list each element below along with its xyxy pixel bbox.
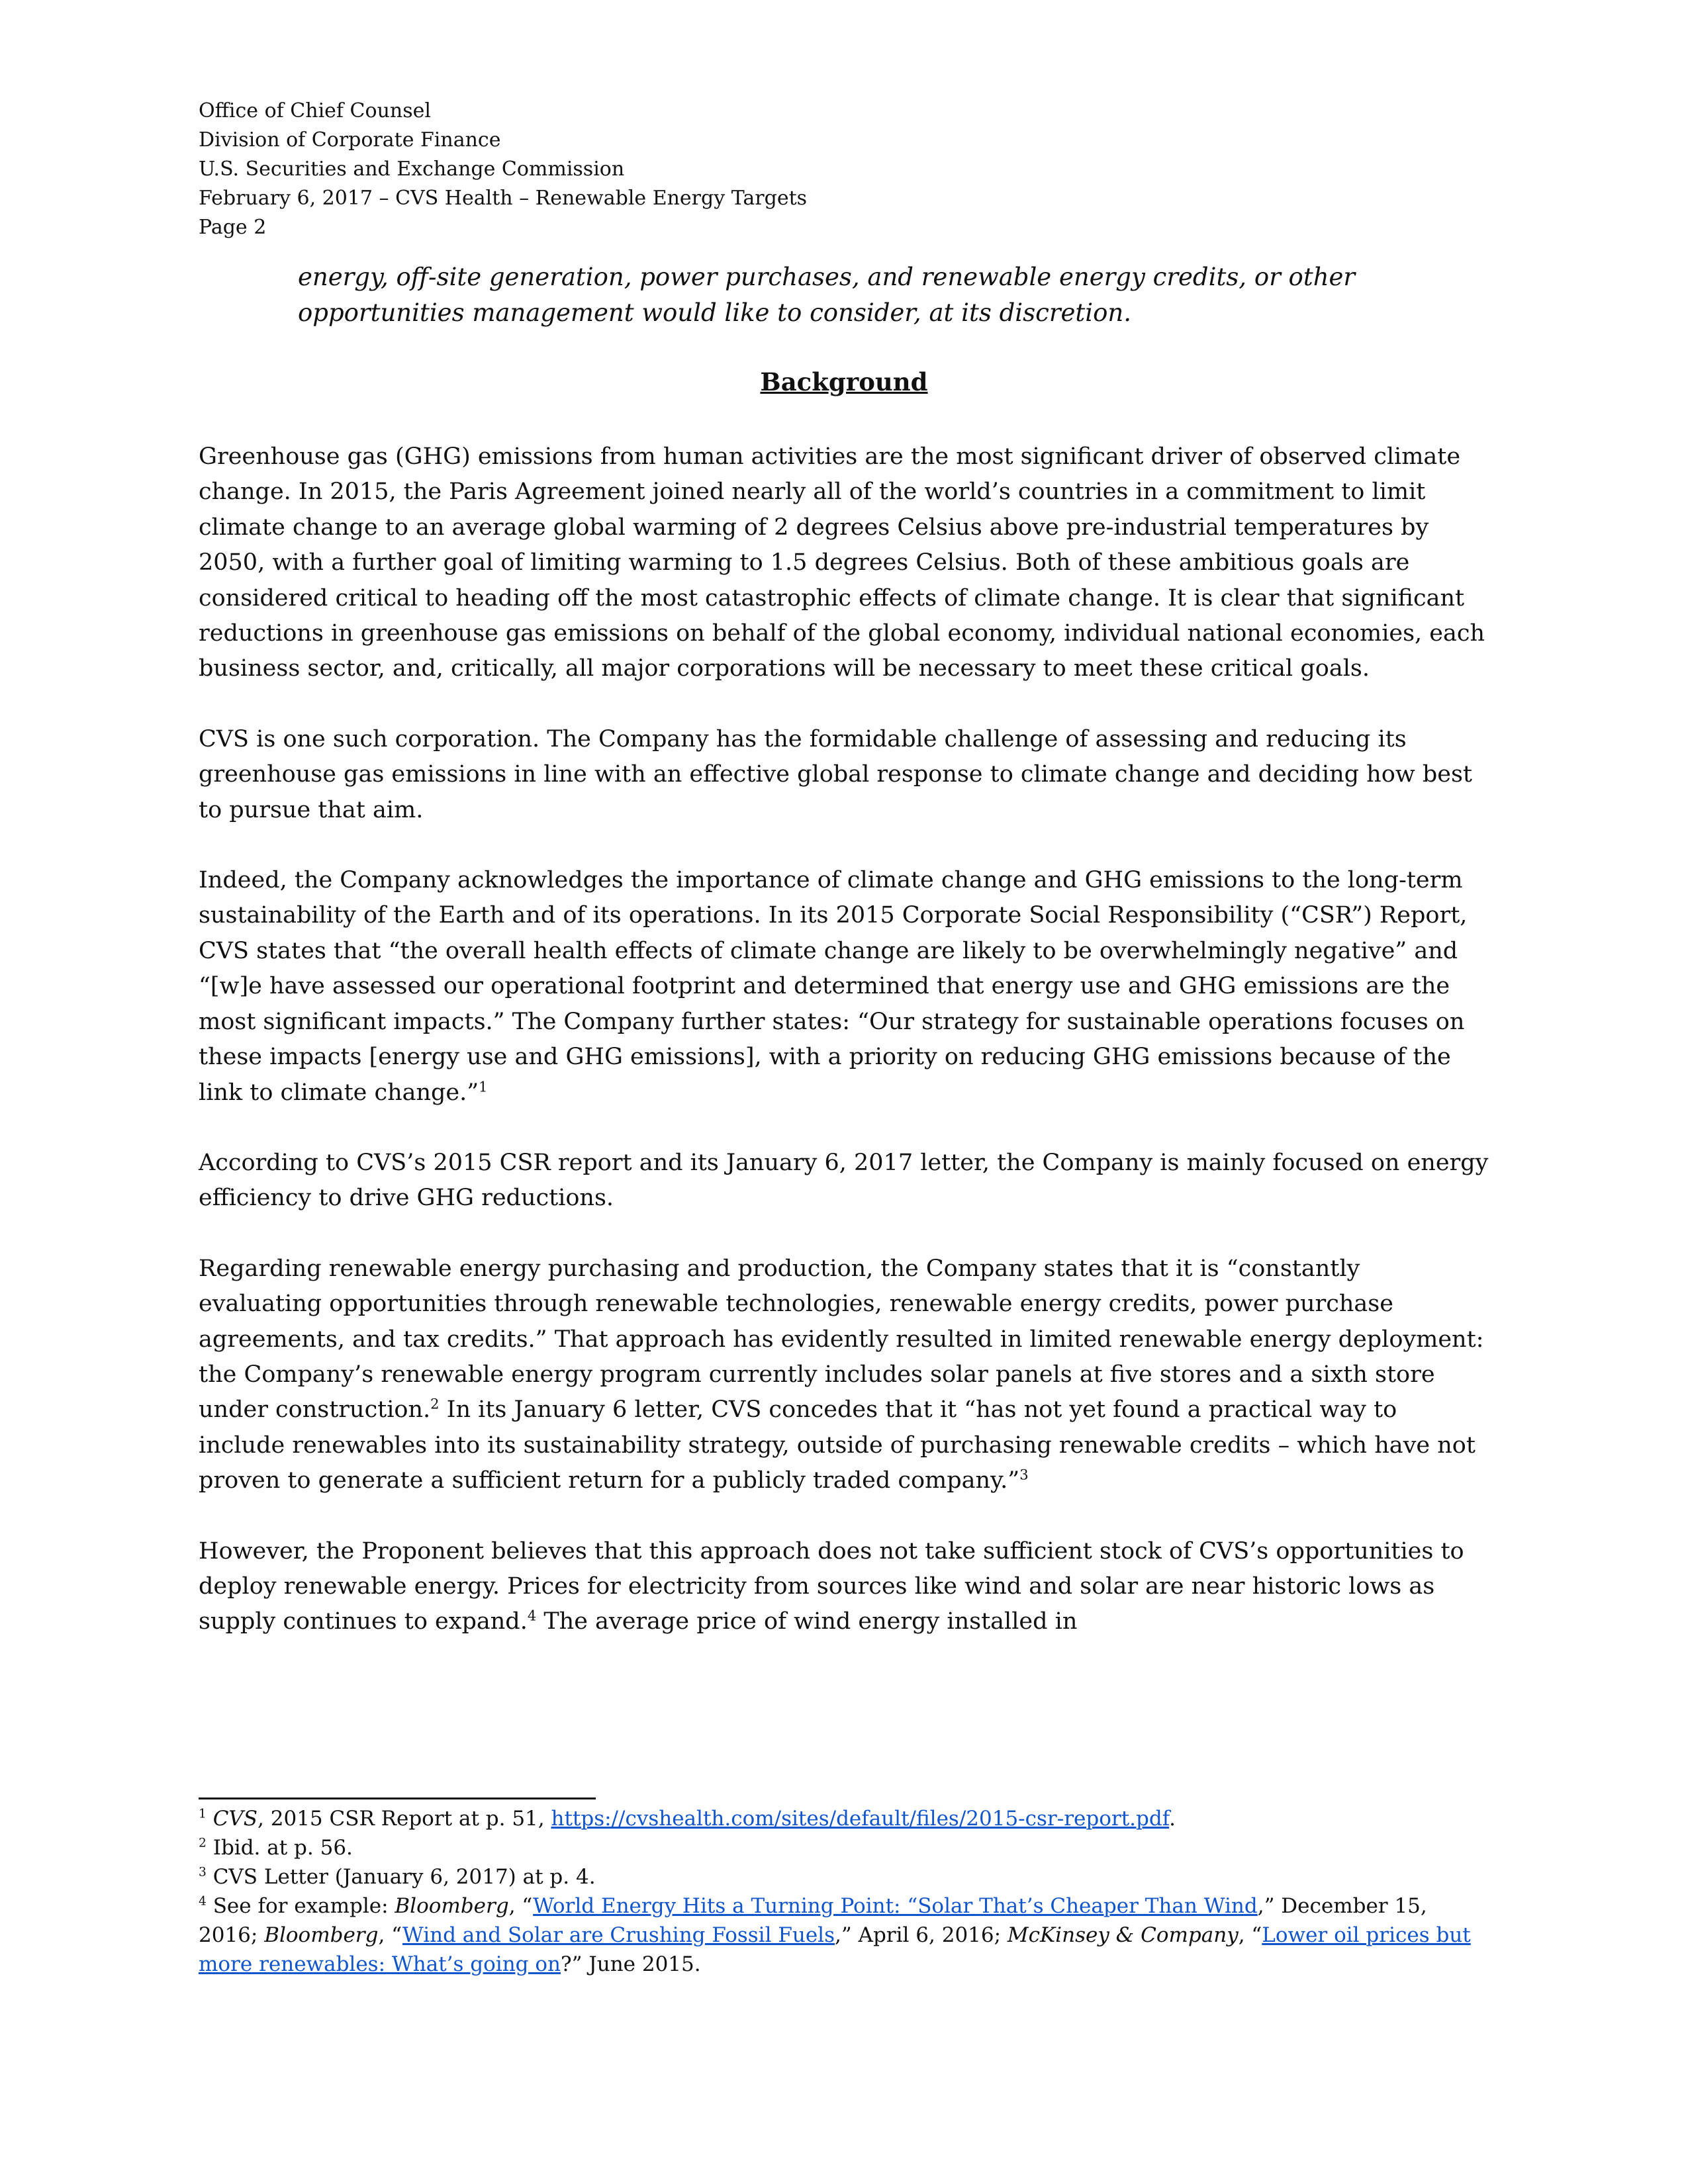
letter-header [199, 97, 1324, 242]
footnote-number: 4 [199, 1894, 207, 1909]
footnote-source: McKinsey & Company [1007, 1923, 1239, 1947]
paragraph [199, 1534, 1489, 1640]
footnote-text: ,” April 6, 2016; [835, 1923, 1008, 1947]
footnote-text: , “ [378, 1923, 402, 1947]
footnotes [199, 1804, 1489, 1979]
footnote-text: ,” December 15, 2016; [199, 1894, 1427, 1947]
paragraph: CVS is one such corporation. The Company has the formidable challenge of assessing and reducing its greenhouse gas emissions in line with an effective global response to climate change and deciding how best to pursue that aim. [199, 725, 1472, 823]
footnote-3 [199, 1862, 1489, 1891]
footnote-text: , “ [508, 1894, 534, 1918]
paragraph-text: Indeed, the Company acknowledges the importance of climate change and GHG emissions to the long-term sustainability of the Earth and of its operations. In its 2015 Corporate Social Responsibility (“CSR”) Report, CVS states that “the overall health effects of climate change are likely to be overwhelmingly negative” and “[w]e have assessed our operational footprint and determined that energy use and GHG emissions are the most significant impacts.” The Company further states: “Our strategy for sustainable operations focuses on these impacts [energy use and GHG emissions], with a priority on reducing GHG emissions because of the link to climate change.” [199, 867, 1468, 1106]
footnote-text: Ibid. at p. 56. [206, 1836, 353, 1860]
header-line-date-subject: February 6, 2017 – CVS Health – Renewable Energy Targets [199, 187, 808, 210]
paragraph [199, 1251, 1489, 1499]
footnote-source: Bloomberg [264, 1923, 379, 1947]
header-line-page-number: Page 2 [199, 216, 267, 239]
footnote-2 [199, 1833, 1489, 1862]
header-line-commission: U.S. Securities and Exchange Commission [199, 158, 625, 181]
footnote-source: Bloomberg [395, 1894, 509, 1918]
paragraph [199, 863, 1489, 1111]
footnote-link[interactable]: https://cvshealth.com/sites/default/files/2015-csr-report.pdf [551, 1807, 1170, 1831]
paragraph-text: The average price of wind energy installed in [536, 1608, 1078, 1635]
paragraph-text: Regarding renewable energy purchasing and production, the Company states that it is “constantly evaluating opportunities through renewable technologies, renewable energy credits, power purchase agreements, and tax credits.” That approach has evidently resulted in limited renewable energy deployment: the Company’s renewable energy program currently includes solar panels at five stores and a sixth store under construction. [199, 1255, 1484, 1424]
footnote-1 [199, 1804, 1489, 1833]
paragraph-text: In its January 6 letter, CVS concedes that it “has not yet found a practical way to include renewables into its sustainability strategy, outside of purchasing renewable credits – which have not proven to generate a sufficient return for a publicly traded company.” [199, 1396, 1476, 1494]
footnote-number: 1 [199, 1807, 207, 1821]
footnote-number: 3 [199, 1865, 207, 1880]
header-line-division: Division of Corporate Finance [199, 128, 501, 152]
footnote-text: CVS Letter (January 6, 2017) at p. 4. [206, 1865, 596, 1889]
paragraph: Greenhouse gas (GHG) emissions from human activities are the most significant driver of observed climate change. In 2015, the Paris Agreement joined nearly all of the world’s countries in a commitment to limit climate change to an average global warming of 2 degrees Celsius above pre-industrial temperatures by 2050, with a further goal of limiting warming to 1.5 degrees Celsius. Both of these ambitious goals are considered critical to heading off the most catastrophic effects of climate change. It is clear that significant reductions in greenhouse gas emissions on behalf of the global economy, individual national economies, each business sector, and, critically, all major corporations will be necessary to meet these critical goals. [199, 443, 1485, 682]
paragraph-text: However, the Proponent believes that this approach does not take sufficient stock of CVS’s opportunities to deploy renewable energy. Prices for electricity from sources like wind and solar are near historic lows as supply continues to expand. [199, 1537, 1464, 1635]
footnote-4 [199, 1891, 1489, 1979]
footnote-number: 2 [199, 1836, 207, 1850]
resolution-quote: energy, off-site generation, power purchases, and renewable energy credits, or other opportunities management would like to consider, at its discretion. [298, 263, 1356, 327]
footnote-link[interactable]: World Energy Hits a Turning Point: “Solar That’s Cheaper Than Wind [533, 1894, 1258, 1918]
footnote-ref[interactable]: 1 [479, 1078, 488, 1095]
header-line-office: Office of Chief Counsel [199, 99, 431, 122]
footnote-text: See for example: [206, 1894, 395, 1918]
footnote-source: CVS [212, 1807, 258, 1831]
footnote-text: , 2015 CSR Report at p. 51, [258, 1807, 551, 1831]
footnote-link[interactable]: Wind and Solar are Crushing Fossil Fuels [402, 1923, 835, 1947]
footnote-link[interactable]: Lower oil prices but more renewables: What’s going on [199, 1923, 1471, 1976]
footnote-divider [199, 1797, 596, 1799]
body-text [199, 439, 1489, 1675]
section-heading: Background [760, 367, 928, 396]
footnote-text: . [1169, 1807, 1176, 1831]
footnote-text: , “ [1238, 1923, 1262, 1947]
footnote-ref[interactable]: 2 [430, 1396, 440, 1412]
footnote-text: ?” June 2015. [560, 1952, 701, 1976]
footnote-ref[interactable]: 4 [527, 1608, 537, 1624]
footnote-ref[interactable]: 3 [1019, 1467, 1029, 1483]
paragraph: According to CVS’s 2015 CSR report and its January 6, 2017 letter, the Company is mainly focused on energy efficiency to drive GHG reductions. [199, 1149, 1489, 1212]
